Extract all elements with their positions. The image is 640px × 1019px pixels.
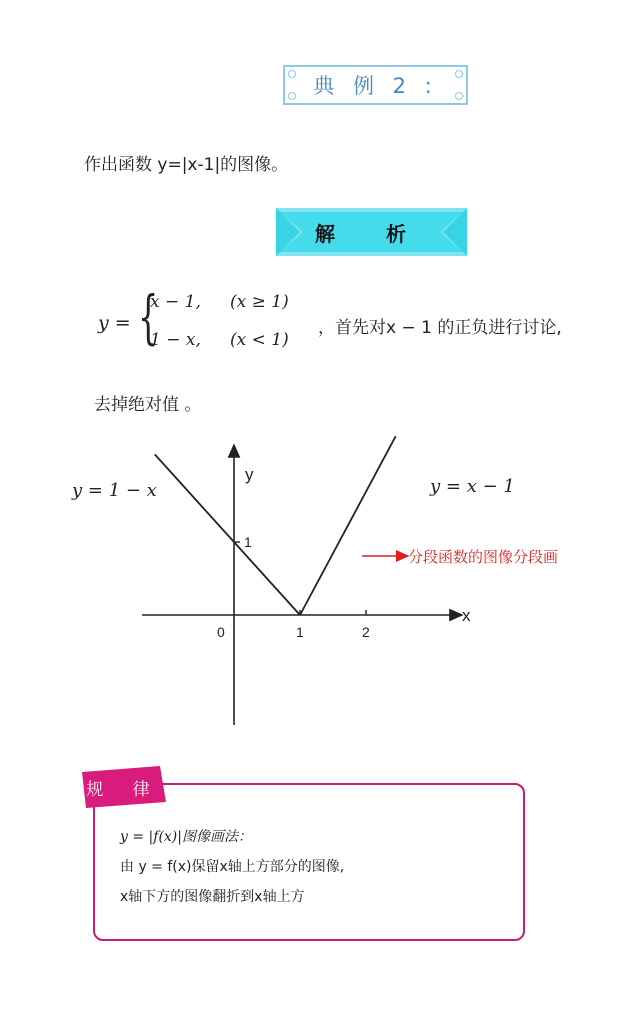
right-line-label: y = x − 1	[430, 476, 515, 497]
axes	[142, 445, 462, 725]
y-axis-label: y	[245, 465, 254, 484]
piecewise-brace: {	[138, 283, 159, 351]
annotation-text: 分段函数的图像分段画	[408, 548, 559, 566]
rule-line-2: 由 y = f(x)保留x轴上方部分的图像,	[120, 859, 345, 875]
function-graph	[0, 425, 640, 735]
piecewise-lhs: y =	[98, 312, 131, 334]
case2-condition: (x < 1)	[230, 330, 289, 350]
case2-expression: 1 − x,	[150, 330, 201, 350]
series-lines	[155, 436, 396, 615]
series-line-right	[300, 436, 396, 615]
remove-abs-text: 去掉绝对值 。	[94, 395, 202, 415]
example-title-box	[283, 65, 468, 105]
problem-statement: 作出函数 y=|x-1|的图像。	[84, 155, 289, 175]
tick-label-y1: 1	[244, 534, 252, 550]
tick-label-origin: 0	[217, 624, 225, 640]
example-title: 典 例 2 :	[313, 74, 438, 98]
case1-expression: x − 1,	[150, 292, 201, 312]
tick-label-x1: 1	[296, 624, 304, 640]
rule-line-3: x轴下方的图像翻折到x轴上方	[120, 889, 305, 905]
series-line-left	[155, 454, 300, 615]
analysis-label: 解 析	[315, 221, 428, 246]
tick-label-x2: 2	[362, 624, 370, 640]
piecewise-explanation: ，首先对x − 1 的正负进行讨论,	[318, 318, 562, 338]
left-line-label: y = 1 − x	[72, 480, 157, 501]
case1-condition: (x ≥ 1)	[230, 292, 289, 312]
rule-line-1: y = |f(x)|图像画法：	[120, 829, 252, 845]
rule-tag-label: 规 律	[86, 779, 162, 800]
x-axis-label: x	[462, 606, 471, 625]
